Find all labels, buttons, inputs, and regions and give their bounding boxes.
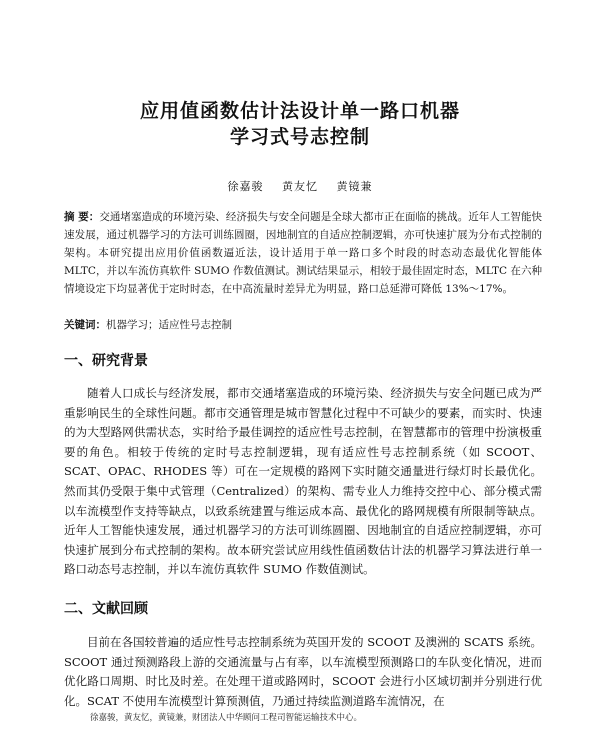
- keywords-text: 机器学习；适应性号志控制: [106, 319, 232, 331]
- section-1-heading: 一、研究背景: [64, 353, 148, 369]
- abstract-text: 交通堵塞造成的环境污染、经济损失与安全问题是全球大都市正在面临的挑战。近年人工智能快速发展，通过机器学习的方法可训练圆圈，因地制宜的自适应控制逻辑，亦可快速扩展为分布式控制的架构。本研究提出应用价值函数逼近法，设计适用于单一路口多个时段的时态动态最优化智能体 MLTC，并以车流仿真软件 SUMO 作数值测试。测试结果显示，相较于最佳固定时态，MLTC 在六种情境设定下均显著优于定时时态，在中高流量时差异尤为明显，路口总延滞可降低 13%～17%。: [64, 211, 543, 295]
- abstract: [64, 208, 542, 298]
- keywords: [64, 316, 542, 334]
- section-2-paragraph: 目前在各国较普遍的适应性号志控制系统为英国开发的 SCOOT 及澳洲的 SCATS 系统。SCOOT 通过预测路段上游的交通流量与占有率，以车流模型预测路口的车队变化情况，进而优化路口周期、时比及时差。在处理干道或路网时，SCOOT 会进行小区域切割并分别进行优化。SCAT 不使用车流模型计算预测值，乃通过持续监测道路车流情况，在: [64, 635, 542, 708]
- authors: 徐嘉骏 黄友忆 黄镜兼: [227, 180, 373, 193]
- abstract-label: 摘 要：: [64, 211, 100, 223]
- footnote: 徐嘉骏，黄友忆，黄镜兼，财团法人中华顾问工程司智能运输技术中心。: [90, 713, 363, 723]
- section-1-paragraph: 随着人口成长与经济发展，都市交通堵塞造成的环境污染、经济损失与安全问题已成为严重影响民生的全球性问题。都市交通管理是城市智慧化过程中不可缺少的要素，而实时、快速的为大型路网供需状态，实时给予最佳调控的适应性号志控制，在智慧都市的管理中扮演极重要的角色。相较于传统的定时号志控制逻辑，现有适应性号志控制系统（如 SCOOT、SCAT、OPAC、RHODES 等）可在一定规模的路网下实时随交通量进行绿灯时长最优化。然而其仍受限于集中式管理（Centralized）的架构、需专业人力维持交控中心、部分模式需以车流模型作支持等缺点，以致系统建置与维运成本高、最优化的路网规模有所限制等缺点。近年人工智能快速发展，通过机器学习的方法可训练圆圈、因地制宜的自适应控制逻辑，亦可快速扩展到分布式控制的架构。故本研究尝试应用线性值函数估计法的机器学习算法进行单一路口动态号志控制，并以车流仿真软件 SUMO 作数值测试。: [64, 386, 542, 577]
- section-2-heading: 二、文献回顾: [64, 601, 148, 617]
- paper-title-line-2: 学习式号志控制: [229, 126, 370, 148]
- keywords-label: 关键词：: [64, 319, 106, 331]
- paper-title-line-1: 应用值函数估计法设计单一路口机器: [139, 100, 460, 122]
